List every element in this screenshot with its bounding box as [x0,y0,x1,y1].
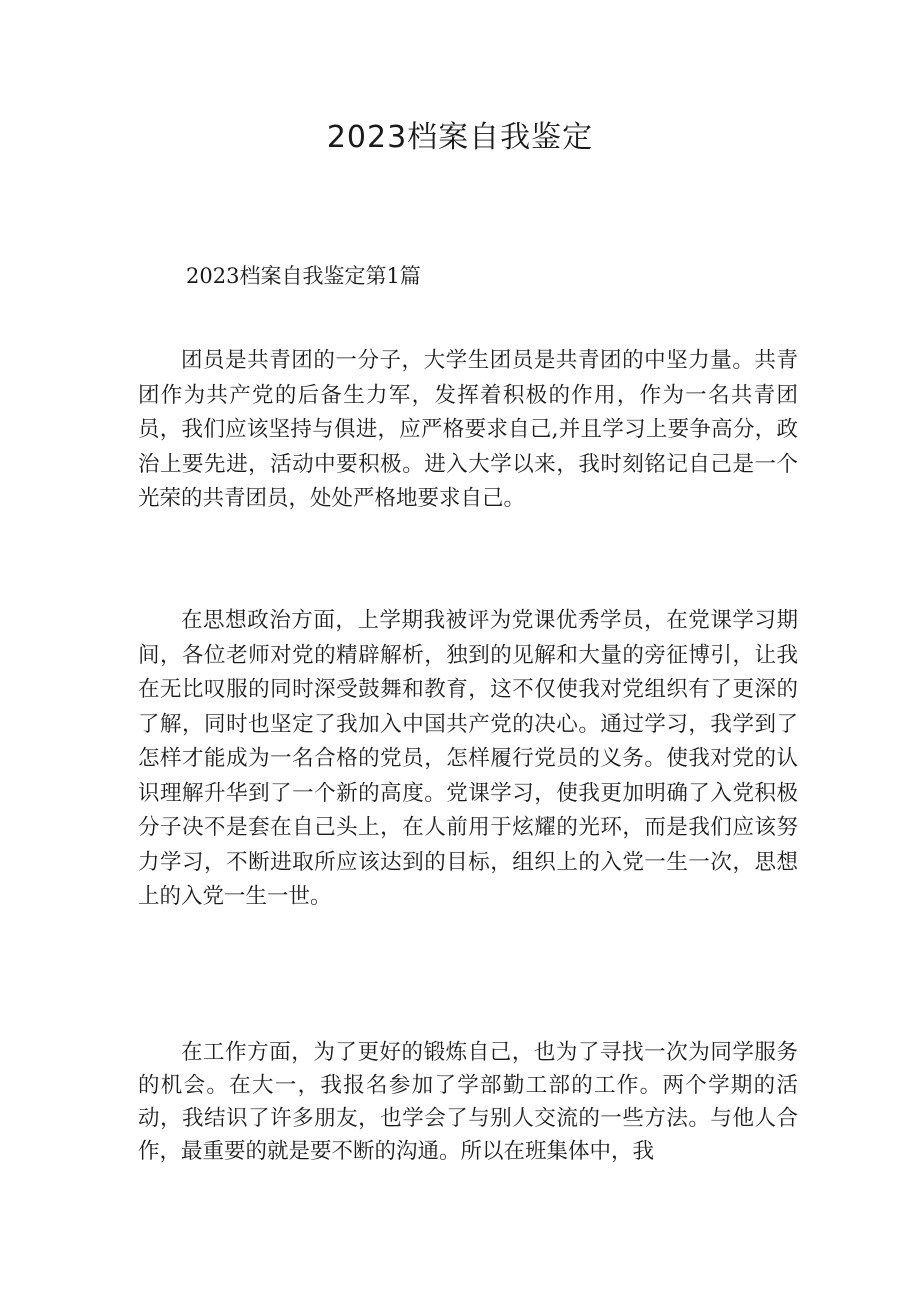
paragraph-3: 在工作方面，为了更好的锻炼自己，也为了寻找一次为同学服务的机会。在大一，我报名参加了学部勤工部的工作。两个学期的活动，我结识了许多朋友，也学会了与别人交流的一些方法。与他人合作，最重要的就是要不断的沟通。所以在班集体中，我 [138,1040,798,1164]
paragraph-2: 在思想政治方面，上学期我被评为党课优秀学员，在党课学习期间，各位老师对党的精辟解析，独到的见解和大量的旁征博引，让我在无比叹服的同时深受鼓舞和教育，这不仅使我对党组织有了更深的了解，同时也坚定了我加入中国共产党的决心。通过学习，我学到了怎样才能成为一名合格的党员，怎样履行党员的义务。使我对党的认识理解升华到了一个新的高度。党课学习，使我更加明确了入党积极分子决不是套在自己头上，在人前用于炫耀的光环，而是我们应该努力学习，不断进取所应该达到的目标，组织上的入党一生一次，思想上的入党一生一世。 [138,608,798,909]
document-title: 2023档案自我鉴定 [326,120,594,155]
section-heading: 2023档案自我鉴定第1篇 [186,264,421,288]
paragraph-1: 团员是共青团的一分子，大学生团员是共青团的中坚力量。共青团作为共产党的后备生力军，发挥着积极的作用，作为一名共青团员，我们应该坚持与俱进，应严格要求自己,并且学习上要争高分，政治上要先进，活动中要积极。进入大学以来，我时刻铭记自己是一个光荣的共青团员，处处严格地要求自己。 [138,348,798,511]
